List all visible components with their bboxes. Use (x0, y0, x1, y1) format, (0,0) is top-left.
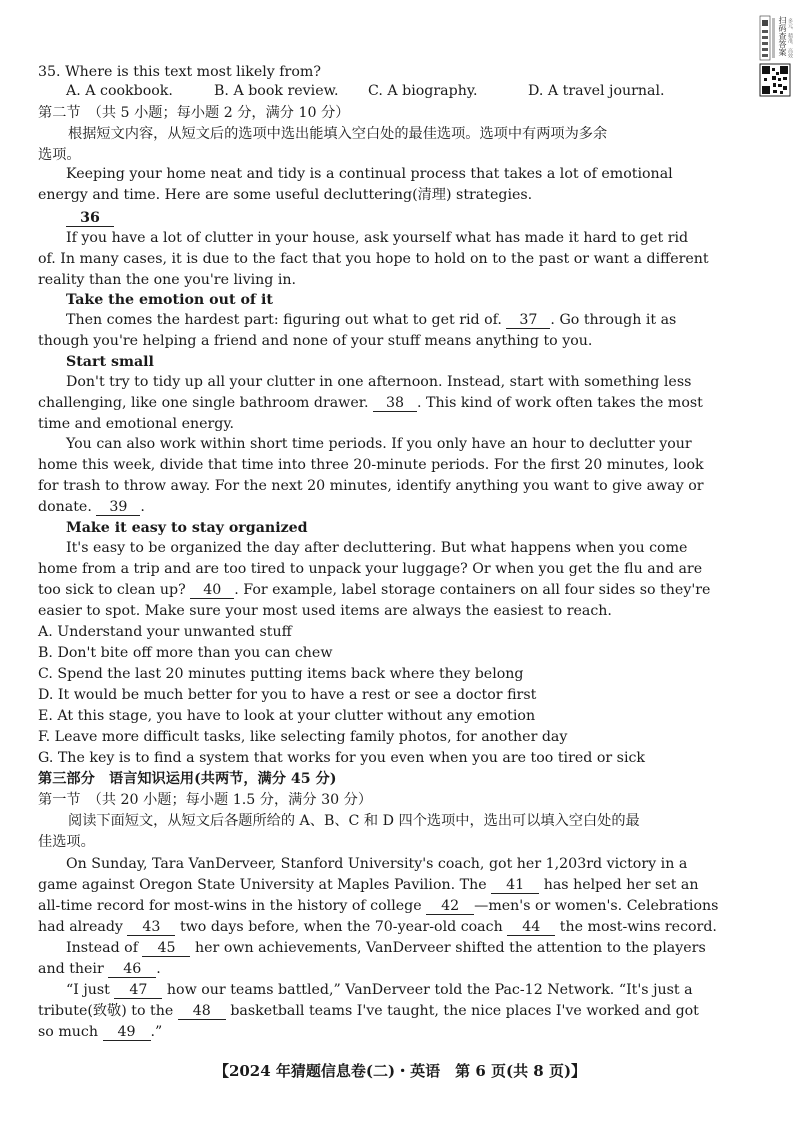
blank-43[interactable]: 43 (127, 919, 175, 936)
text: has helped her set an (543, 877, 699, 893)
text: the most-wins record. (559, 919, 717, 935)
option-d[interactable]: D. A travel journal. (528, 83, 665, 99)
paragraph-line: You can also work within short time periods. If you only have an hour to declutter your (66, 436, 692, 452)
question-35: 35. Where is this text most likely from? (38, 64, 321, 80)
blank-37[interactable]: 37 (506, 312, 550, 329)
part-3-heading: 第三部分 语言知识运用(共两节，满分 45 分) (38, 771, 337, 787)
blank-36-line (66, 208, 114, 228)
blank-47[interactable]: 47 (114, 982, 162, 999)
option-a[interactable]: A. Understand your unwanted stuff (38, 624, 292, 640)
text: Instead of (66, 940, 138, 956)
passage-line-45 (66, 938, 706, 958)
paragraph-line-37 (66, 310, 676, 330)
passage-line-46 (38, 959, 161, 979)
text: her own achievements, VanDerveer shifted the attention to the players (195, 940, 706, 956)
text: .” (150, 1024, 163, 1040)
text: game against Oregon State University at Maples Pavilion. The (38, 877, 487, 893)
paragraph-line: home this week, divide that time into three 20-minute periods. For the first 20 minutes, look (38, 457, 704, 473)
blank-45[interactable]: 45 (142, 940, 190, 957)
qr-code-block[interactable] (756, 14, 794, 100)
text: . For example, label storage containers on all four sides so they're (234, 582, 711, 598)
blank-49[interactable]: 49 (103, 1024, 151, 1041)
subheading-organized: Make it easy to stay organized (66, 520, 308, 536)
subheading-start-small: Start small (66, 354, 154, 370)
option-a[interactable]: A. A cookbook. (66, 83, 173, 99)
text: “I just (66, 982, 110, 998)
intro-line: energy and time. Here are some useful decluttering(清理) strategies. (38, 187, 533, 203)
blank-48[interactable]: 48 (178, 1003, 226, 1020)
section-2-heading: 第二节 （共 5 小题；每小题 2 分，满分 10 分） (38, 105, 350, 121)
option-d[interactable]: D. It would be much better for you to have a rest or see a doctor first (38, 687, 537, 703)
option-b[interactable]: B. A book review. (214, 83, 339, 99)
text: basketball teams I've taught, the nice places I've worked and got (230, 1003, 699, 1019)
text: . (140, 499, 145, 515)
paragraph-line: time and emotional energy. (38, 416, 235, 432)
text: Then comes the hardest part: figuring out what to get rid of. (66, 312, 502, 328)
passage-line-48 (38, 1001, 699, 1021)
option-g[interactable]: G. The key is to find a system that works for you even when you are too tired or sick (38, 750, 646, 766)
text: had already (38, 919, 123, 935)
text: challenging, like one single bathroom drawer. (38, 395, 369, 411)
option-e[interactable]: E. At this stage, you have to look at your clutter without any emotion (38, 708, 536, 724)
paragraph-line-40 (38, 580, 710, 600)
part-3-instruction-cont: 佳选项。 (38, 834, 95, 850)
blank-39[interactable]: 39 (96, 499, 140, 516)
blank-46[interactable]: 46 (108, 961, 156, 978)
text: donate. (38, 499, 92, 515)
part-3-instruction: 阅读下面短文，从短文后各题所给的 A、B、C 和 D 四个选项中，选出可以填入空白处的最 (68, 813, 640, 829)
passage-line-42 (38, 896, 718, 916)
option-c[interactable]: C. Spend the last 20 minutes putting items back where they belong (38, 666, 524, 682)
qr-label: 扫码查答案 (778, 16, 787, 56)
text: . This kind of work often takes the most (416, 395, 703, 411)
text: so much (38, 1024, 99, 1040)
text: how our teams battled,” VanDerveer told the Pac-12 Network. “It's just a (166, 982, 693, 998)
paragraph-line: for trash to throw away. For the next 20 minutes, identify anything you want to give away or (38, 478, 704, 494)
qr-sublabel: 多元、精准、高效 (787, 18, 793, 58)
paragraph-line: of. In many cases, it is due to the fact that you hope to hold on to the past or want a different (38, 251, 709, 267)
part-3-section-1-heading: 第一节 （共 20 小题；每小题 1.5 分，满分 30 分） (38, 792, 373, 808)
section-2-instruction-cont: 选项。 (38, 147, 81, 163)
paragraph-line: reality than the one you're living in. (38, 272, 297, 288)
paragraph-line: easier to spot. Make sure your most used items are always the easiest to reach. (38, 603, 612, 619)
passage-line-43-44 (38, 917, 717, 937)
text: and their (38, 961, 104, 977)
blank-41[interactable]: 41 (491, 877, 539, 894)
passage-line-47 (66, 980, 693, 1000)
subheading-emotion: Take the emotion out of it (66, 292, 273, 308)
blank-36[interactable]: 36 (66, 210, 114, 227)
paragraph-line-39 (38, 497, 145, 517)
paragraph-line: though you're helping a friend and none of your stuff means anything to you. (38, 333, 593, 349)
option-c[interactable]: C. A biography. (368, 83, 478, 99)
text: —men's or women's. Celebrations (474, 898, 719, 914)
text: tribute(致敬) to the (38, 1003, 174, 1019)
blank-42[interactable]: 42 (426, 898, 474, 915)
text: all-time record for most-wins in the history of college (38, 898, 422, 914)
paragraph-line: Don't try to tidy up all your clutter in one afternoon. Instead, start with something less (66, 374, 692, 390)
blank-40[interactable]: 40 (190, 582, 234, 599)
text: . Go through it as (550, 312, 677, 328)
passage-line: On Sunday, Tara VanDerveer, Stanford University's coach, got her 1,203rd victory in a (66, 856, 688, 872)
option-b[interactable]: B. Don't bite off more than you can chew (38, 645, 333, 661)
paragraph-line: If you have a lot of clutter in your house, ask yourself what has made it hard to get rid (66, 230, 689, 246)
page-footer: 【2024 年猜题信息卷(二)・英语 第 6 页(共 8 页)】 (213, 1062, 587, 1080)
intro-line: Keeping your home neat and tidy is a continual process that takes a lot of emotional (66, 166, 673, 182)
paragraph-line-38 (38, 393, 703, 413)
blank-44[interactable]: 44 (507, 919, 555, 936)
text: two days before, when the 70-year-old coach (179, 919, 503, 935)
paragraph-line: home from a trip and are too tired to unpack your luggage? Or when you get the flu and are (38, 561, 703, 577)
text: . (156, 961, 161, 977)
paragraph-line: It's easy to be organized the day after decluttering. But what happens when you come (66, 540, 688, 556)
passage-line-41 (38, 875, 699, 895)
question-35-options (38, 81, 718, 101)
text: too sick to clean up? (38, 582, 186, 598)
section-2-instruction: 根据短文内容，从短文后的选项中选出能填入空白处的最佳选项。选项中有两项为多余 (68, 126, 608, 142)
option-f[interactable]: F. Leave more difficult tasks, like selecting family photos, for another day (38, 729, 568, 745)
blank-38[interactable]: 38 (373, 395, 417, 412)
passage-line-49 (38, 1022, 162, 1042)
